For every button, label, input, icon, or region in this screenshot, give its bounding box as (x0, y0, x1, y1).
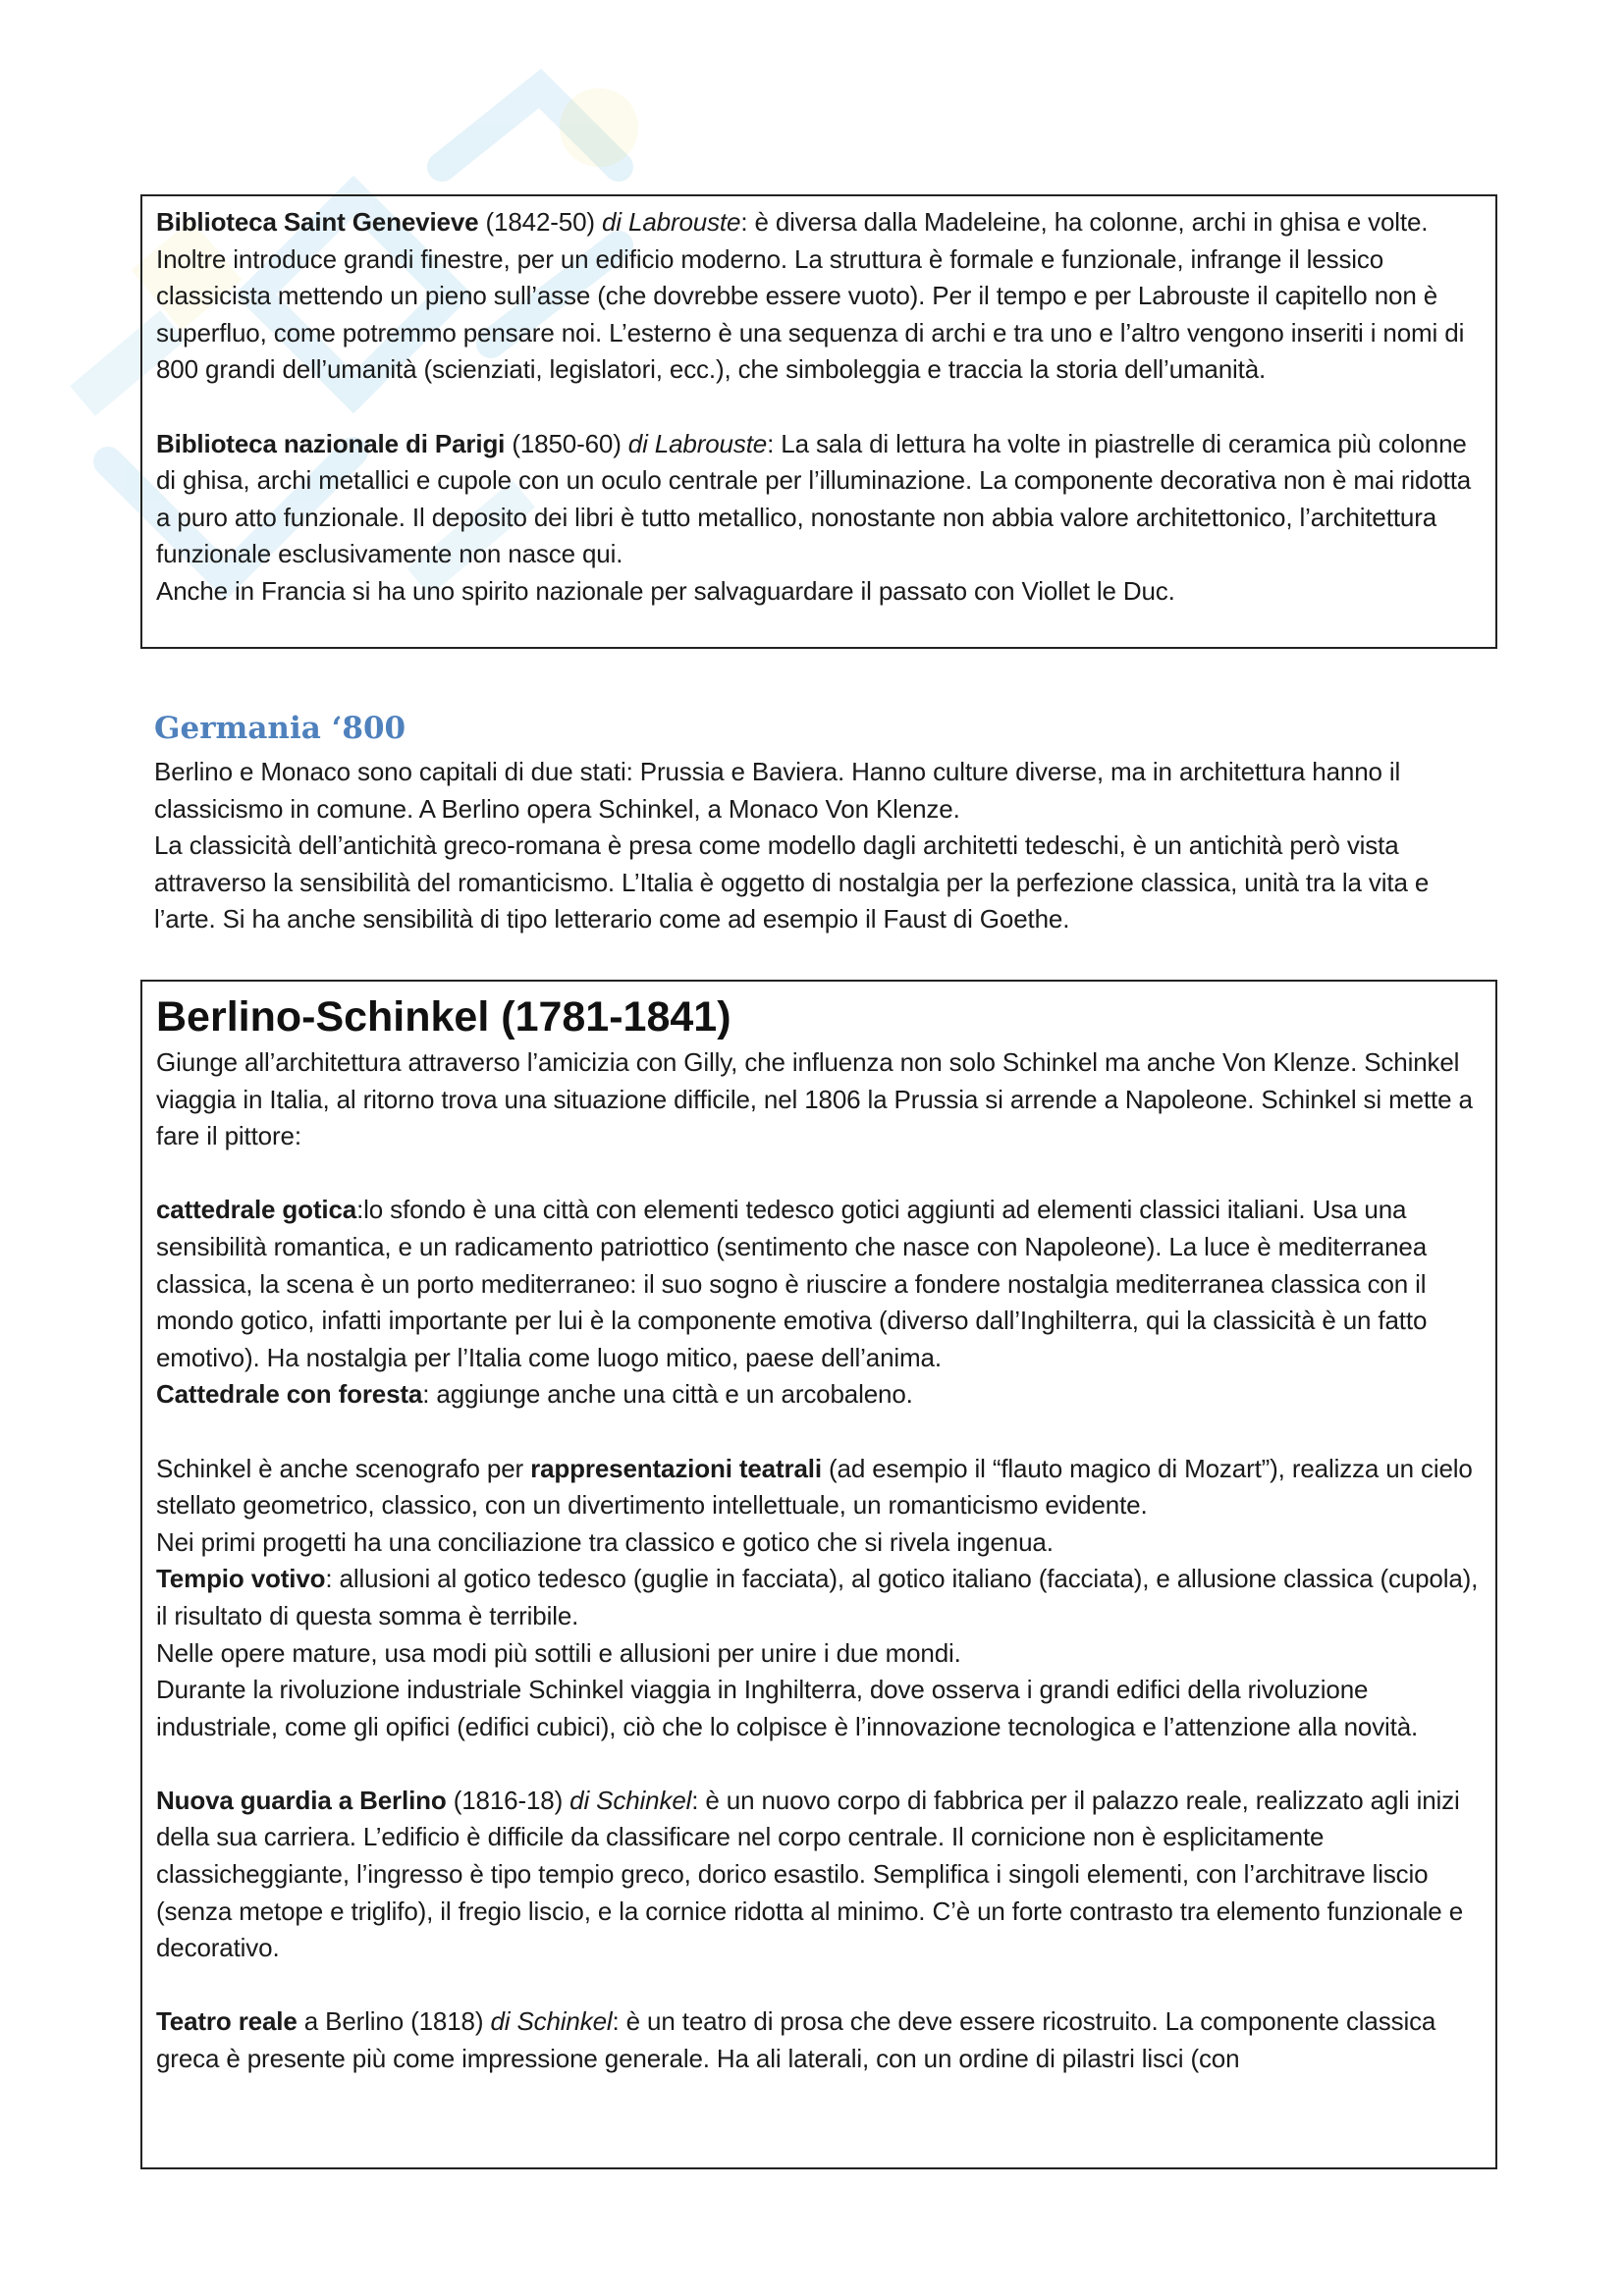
paragraph-germania-intro: Berlino e Monaco sono capitali di due stati: Prussia e Baviera. Hanno culture diverse, ma in architettura hanno il classicismo in comune. A Berlino opera Schinkel, a Monaco Von Klenze. (154, 757, 1401, 824)
paragraph-scenografo: Schinkel è anche scenografo per rappresentazioni teatrali (ad esempio il “flauto magico di Mozart”), realizza un cielo stellato geometrico, classico, con un divertimento intellettuale, un romanticismo evidente. (156, 1453, 1473, 1521)
paragraph-cattedrale-foresta: Cattedrale con foresta: aggiunge anche una città e un arcobaleno. (156, 1379, 913, 1410)
paragraph-primi-progetti: Nei primi progetti ha una conciliazione tra classico e gotico che si rivela ingenua. (156, 1526, 1054, 1557)
paragraph-nuova-guardia: Nuova guardia a Berlino (1816-18) di Schinkel: è un nuovo corpo di fabbrica per il palazzo reale, realizzato agli inizi della sua carriera. L’edificio è difficile da classificare nel corpo centrale. Il cornicione non è esplicitamente classicheggiante, l’ingresso è tipo tempio greco, dorico esastilo. Semplifica i singoli elementi, con l’architrave liscio (senza metope e triglifo), il fregio liscio, e la cornice ridotta al minimo. C’è un forte contrasto tra elemento funzionale e decorativo. (156, 1785, 1464, 1963)
paragraph-saint-genevieve: Biblioteca Saint Genevieve (1842-50) di Labrouste: è diversa dalla Madeleine, ha colonne, archi in ghisa e volte. Inoltre introduce grandi finestre, per un edificio moderno. La struttura è formale e funzionale, infrange il lessico classicista mettendo un pieno sull’asse (che dovrebbe essere vuoto). Per il tempo e per Labrouste il capitello non è superfluo, come potremmo pensare noi. L’esterno è una sequenza di archi e tra uno e l’altro vengono inseriti i nomi di 800 grandi dell’umanità (scienziati, legislatori, ecc.), che simboleggia e traccia la storia dell’umanità. (156, 207, 1465, 385)
paragraph-opere-mature: Nelle opere mature, usa modi più sottili e allusioni per unire i due mondi. (156, 1637, 961, 1668)
term-saint-genevieve: Biblioteca Saint Genevieve (156, 207, 479, 237)
box-title-schinkel: Berlino-Schinkel (1781-1841) (156, 993, 731, 1041)
section-germania (154, 709, 1489, 938)
box-french-libraries (140, 194, 1497, 649)
paragraph-teatro-reale: Teatro reale a Berlino (1818) di Schinkel: è un teatro di prosa che deve essere ricostruito. La componente classica greca è presente più come impressione generale. Ha ali laterali, con un ordine di pilastri lisci (con (156, 2006, 1436, 2074)
paragraph-tempio-votivo: Tempio votivo: allusioni al gotico tedesco (guglie in facciata), al gotico italiano (facciata), e allusione classica (cupola), il risultato di questa somma è terribile. (156, 1564, 1479, 1630)
paragraph-cattedrale-gotica: cattedrale gotica:lo sfondo è una città con elementi tedesco gotici aggiunti ad elementi classici italiani. Usa una sensibilità romantica, e un radicamento patriottico (sentimento che nasce con Napoleone). La luce è mediterranea classica, la scena è un porto mediterraneo: il suo sogno è riuscire a fondere nostalgia mediterranea classica con il mondo gotico, infatti importante per lui è la componente emotiva (diverso dall’Inghilterra, qui la classicità è un fatto emotivo). Ha nostalgia per l’Italia come luogo mitico, paese dell’anima. (156, 1195, 1428, 1372)
box-schinkel (140, 980, 1497, 2169)
paragraph-viollet-le-duc: Anche in Francia si ha uno spirito nazionale per salvaguardare il passato con Viollet le Duc. (156, 575, 1175, 606)
paragraph-rivoluzione-industriale: Durante la rivoluzione industriale Schinkel viaggia in Inghilterra, dove osserva i grandi edifici della rivoluzione industriale, come gli opifici (edifici cubici), ciò che lo colpisce è l’innovazione tecnologica e l’attenzione alla novità. (156, 1675, 1419, 1741)
paragraph-schinkel-intro: Giunge all’architettura attraverso l’amicizia con Gilly, che influenza non solo Schinkel ma anche Von Klenze. Schinkel viaggia in Italia, al ritorno trova una situazione difficile, nel 1806 la Prussia si arrende a Napoleone. Schinkel si mette a fare il pittore: (156, 1047, 1473, 1151)
paragraph-germania-classicita: La classicità dell’antichità greco-romana è presa come modello dagli architetti tedeschi, è un antichità però vista attraverso la sensibilità del romanticismo. L’Italia è oggetto di nostalgia per la perfezione classica, unità tra la vita e l’arte. Si ha anche sensibilità di tipo letterario come ad esempio il Faust di Goethe. (154, 830, 1430, 934)
paragraph-biblioteca-parigi: Biblioteca nazionale di Parigi (1850-60) di Labrouste: La sala di lettura ha volte in piastrelle di ceramica più colonne di ghisa, archi metallici e cupole con un oculo centrale per l’illuminazione. La componente decorativa non è mai ridotta a puro atto funzionale. Il deposito dei libri è tutto metallico, nonostante non abbia valore architettonico, l’architettura funzionale esclusivamente non nasce qui. (156, 428, 1472, 569)
term-biblioteca-parigi: Biblioteca nazionale di Parigi (156, 428, 506, 458)
section-title: Germania ‘800 (154, 711, 406, 746)
